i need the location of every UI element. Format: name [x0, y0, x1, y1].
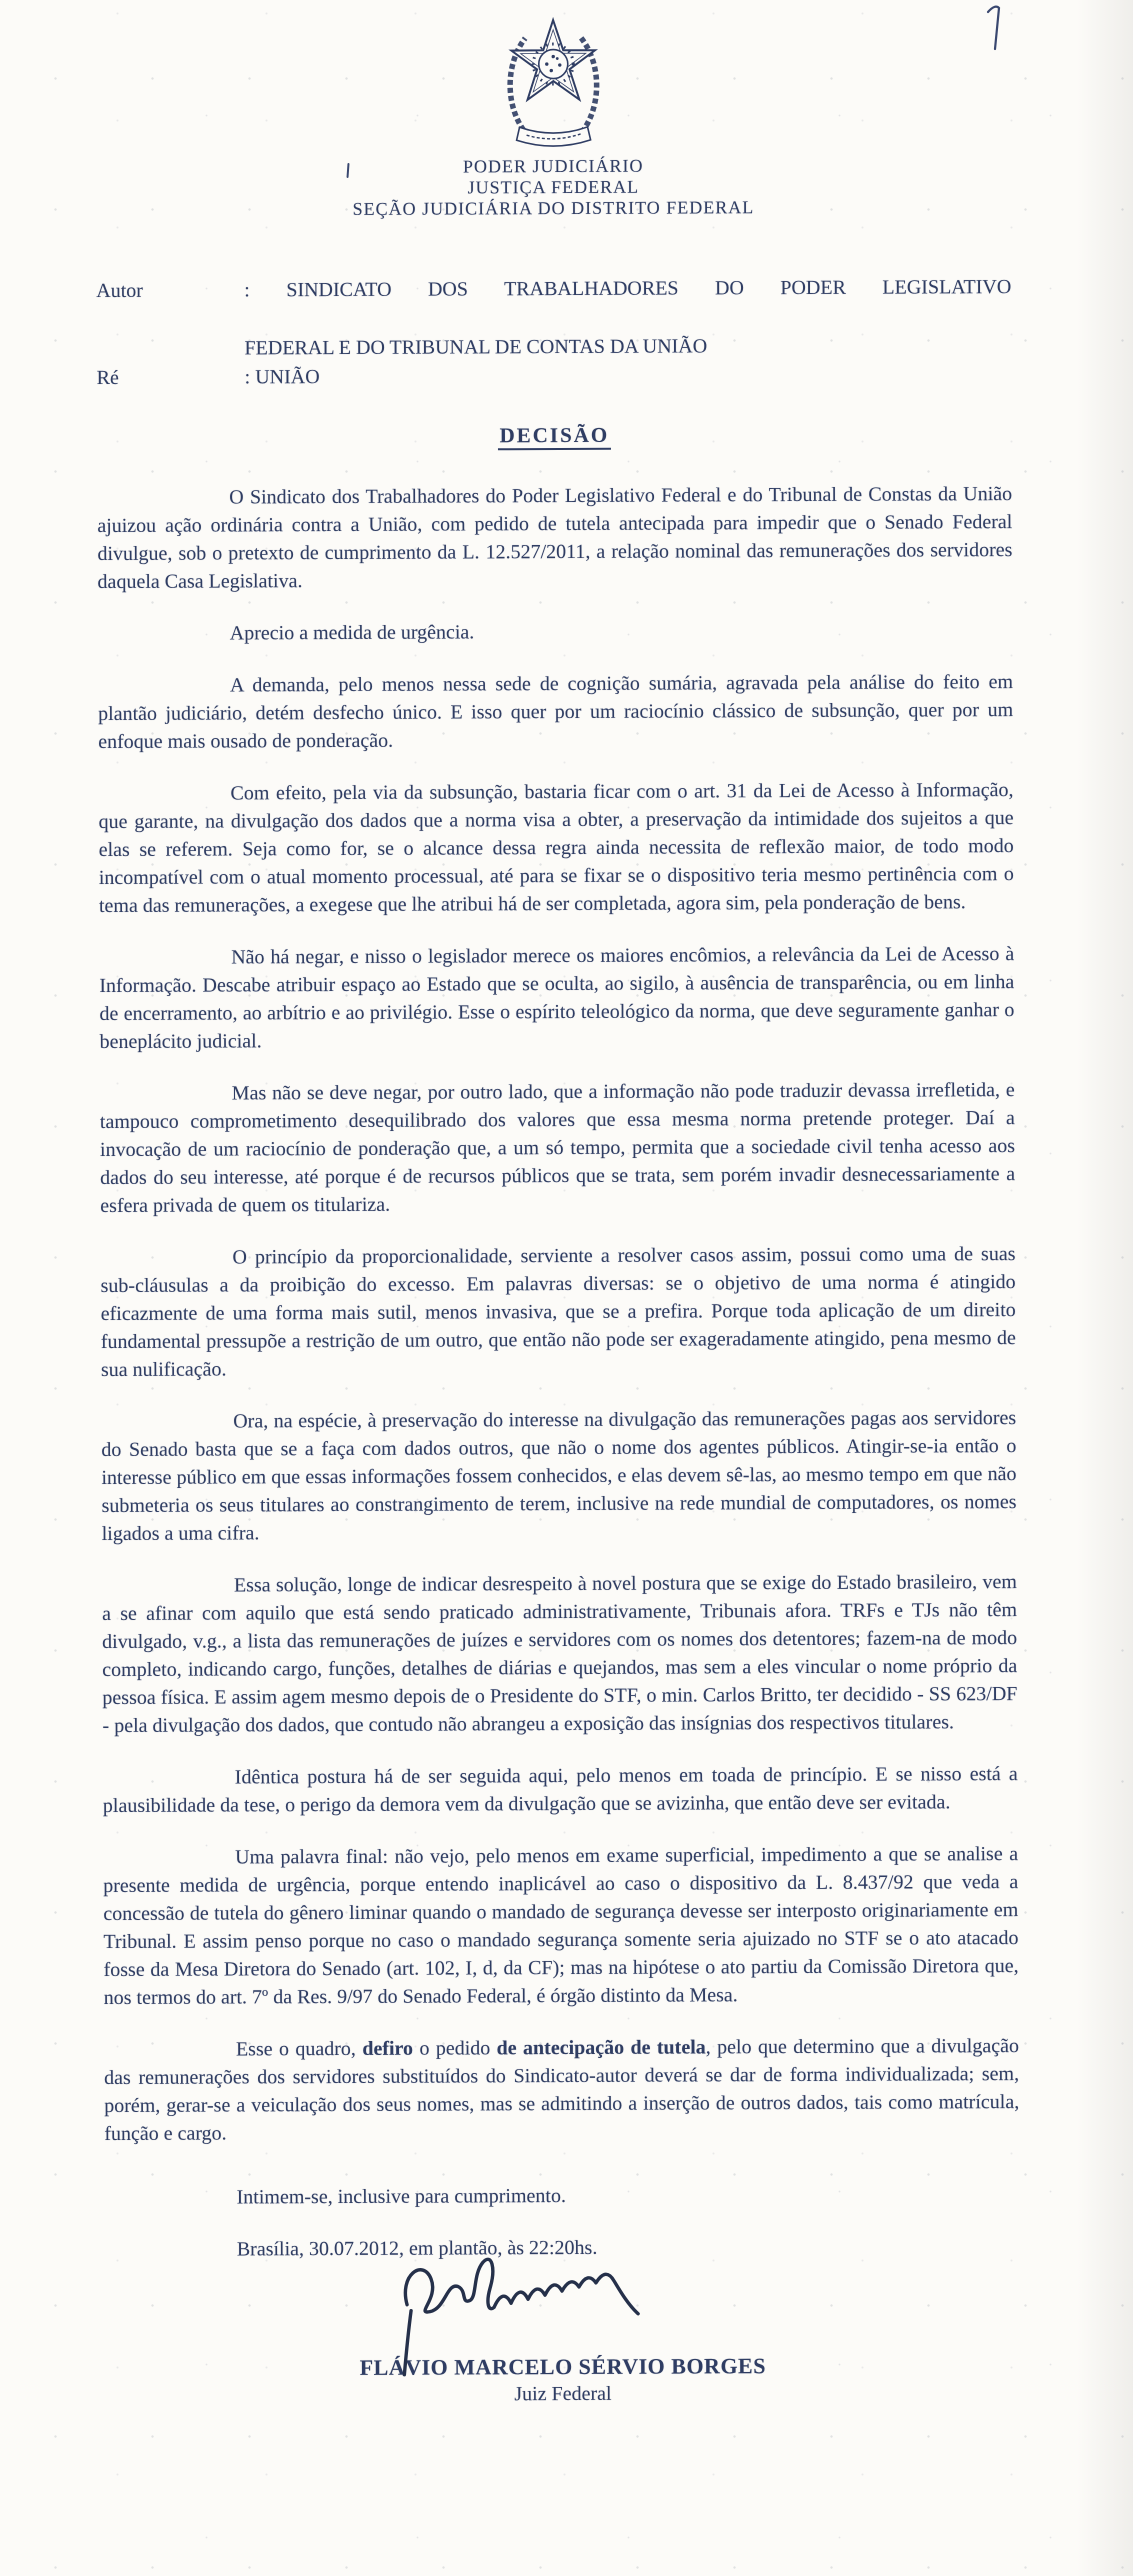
- author-row: [96, 273, 1011, 364]
- header-justice: JUSTIÇA FEDERAL: [467, 176, 640, 198]
- tutela-emphasis: de antecipação de tutela: [496, 2036, 706, 2060]
- judge-name: FLÁVIO MARCELO SÉRVIO BORGES: [359, 2353, 766, 2380]
- paragraph: Essa solução, longe de indicar desrespeito à novel postura que se exige do Estado brasileiro, vem a se afinar com aquilo que está sendo praticado administrativamente, Tribunais afora. TRFs e TJs não têm divulgado, v.g., a lista das remunerações de juízes e servidores com os nomes dos detentores; fazem-na de modo completo, indicando cargo, funções, detalhes de diárias e quejandos, mas sem a eles vincular o nome próprio da pessoa física. E assim agem mesmo depois de o Presidente do STF, o min. Carlos Britto, ter decidido - SS 623/DF - pela divulgação dos dados, que contudo não abrangeu a exposição das insígnias dos respectivos titulares.: [101, 1571, 1018, 1738]
- header-branch: PODER JUDICIÁRIO: [462, 155, 644, 177]
- paragraph: O princípio da proporcionalidade, serviente a resolver casos assim, possui como uma de suas sub-cláusulas a da proibição do excesso. Em palavras diversas: se o objetivo de uma norma é atingido eficazmente de uma forma mais sutil, menos invasiva, que se a prefira. Porque toda aplicação de um direito fundamental pressupõe a restrição de um outro, que então não pode ser exageradamente atingido, pena mesmo de sua nulificação.: [100, 1243, 1016, 1382]
- parties-block: [96, 273, 1011, 393]
- defendant-label: Ré: [96, 366, 119, 390]
- notification-order: Intimem-se, inclusive para cumprimento.: [236, 2185, 566, 2209]
- author-value: [244, 273, 1011, 363]
- paragraph: Uma palavra final: não vejo, pelo menos em exame superficial, impedimento a que se analise a presente medida de urgência, porque entendo inaplicável ao caso o dispositivo da L. 8.437/92 que veda a concessão de tutela do gênero liminar quando o mandado de segurança devesse ser interposto originariamente em Tribunal. E assim penso porque no caso o mandado segurança somente seria ajuizado no STF se o ato atacado fosse da Mesa Diretora do Senado (art. 102, I, d, da CF); mas na hipótese o ato partiu da Comissão Diretora que, nos termos do art. 7º da Res. 9/97 do Senado Federal, é órgão distinto da Mesa.: [103, 1843, 1019, 2010]
- final-order-paragraph: Esse o quadro, defiro o pedido de antecipação de tutela, pelo que determino que a divulgação das remunerações dos servidores substituídos do Sindicato-autor deverá se dar de forma individualizada; sem, porém, gerar-se a veiculação dos seus nomes, mas se admitindo a inserção de outros dados, tais como matrícula, função e cargo.: [104, 2035, 1020, 2146]
- paragraph: Não há negar, e nisso o legislador merece os maiores encômios, a relevância da Lei de Acesso à Informação. Descabe atribuir espaço ao Estado que se oculta, ao sigilo, à ausência de transparência, ou em linha de encerramento, ao arbítrio e ao privilégio. Esse o espírito teleológico da norma, que deve seguramente ganhar o beneplácito judicial.: [99, 943, 1015, 1054]
- paragraph: Mas não se deve negar, por outro lado, que a informação não pode traduzir devassa irrefletida, e tampouco comprometimento desequilibrado dos valores que essa mesma norma pretende proteger. Daí a invocação de um raciocínio de ponderação que, a um só tempo, permita que a sociedade civil tenha acesso aos dados do seu interesse, até porque é de recursos públicos que se trata, sem porém invadir desnecessariamente a esfera privada de quem os titulariza.: [99, 1079, 1016, 1218]
- paragraph: Aprecio a medida de urgência.: [229, 621, 475, 645]
- defendant-name: : UNIÃO: [244, 366, 320, 389]
- decision-body: [97, 480, 1020, 2264]
- defiro-emphasis: defiro: [362, 2037, 414, 2060]
- document-header: [95, 6, 1011, 221]
- decision-title: DECISÃO: [97, 421, 1012, 450]
- author-label: Autor: [96, 279, 143, 303]
- author-name-line1: : SINDICATO DOS TRABALHADORES DO PODER LEGISLATIVO: [244, 276, 1012, 302]
- paragraph: A demanda, pelo menos nessa sede de cognição sumária, agravada pela análise do feito em plantão judiciário, detém desfecho único. E isso quer por um raciocínio clássico de subsunção, quer por um enfoque mais ousado de ponderação.: [98, 671, 1014, 754]
- judge-role: Juiz Federal: [514, 2382, 612, 2406]
- author-name-line2: FEDERAL E DO TRIBUNAL DE CONTAS DA UNIÃO: [244, 335, 708, 360]
- place-date-line: Brasília, 30.07.2012, em plantão, às 22:20hs.: [236, 2236, 598, 2261]
- coat-of-arms-icon: [492, 8, 615, 149]
- paragraph: Com efeito, pela via da subsunção, bastaria ficar com o art. 31 da Lei de Acesso à Informação, que garante, na divulgação dos dados que a norma visa a obter, a preservação da intimidade dos sujeitos a que elas se referem. Seja como for, se o alcance dessa regra ainda necessita de reflexão maior, de todo modo incompatível com o atual momento processual, até para se fixar se o dispositivo teria mesmo pertinência com o tema das remunerações, a exegese que lhe atribui há de ser completada, agora sim, pela ponderação de bens.: [98, 779, 1014, 918]
- paragraph: O Sindicato dos Trabalhadores do Poder Legislativo Federal e do Tribunal de Constas da União ajuizou ação ordinária contra a União, com pedido de tutela antecipada para impedir que o Senado Federal divulgue, sob o pretexto de cumprimento da L. 12.527/2011, a relação nominal das remunerações dos servidores daquela Casa Legislativa.: [97, 483, 1013, 594]
- signature-icon: [395, 2251, 696, 2382]
- defendant-row: [97, 360, 1012, 393]
- paragraph: Idêntica postura há de ser seguida aqui, pelo menos em toada de princípio. E se nisso está a plausibilidade da tese, o perigo da demora vem da divulgação que se avizinha, que então deve ser evitada.: [102, 1763, 1018, 1818]
- header-section: SEÇÃO JUDICIÁRIA DO DISTRITO FEDERAL: [352, 197, 755, 219]
- signature-area: [395, 2250, 1020, 2321]
- paragraph: Ora, na espécie, à preservação do interesse na divulgação das remunerações pagas aos servidores do Senado basta que se a faça com dados outros, que não o nome dos agentes públicos. Atingir-se-ia então o interesse público em que essas informações fossem conhecidos, e elas devem sê-las, ao mesmo tempo em que não submeteria os seus titulares ao constrangimento de terem, inclusive na rede mundial de computadores, os nomes ligados a uma cifra.: [101, 1407, 1017, 1546]
